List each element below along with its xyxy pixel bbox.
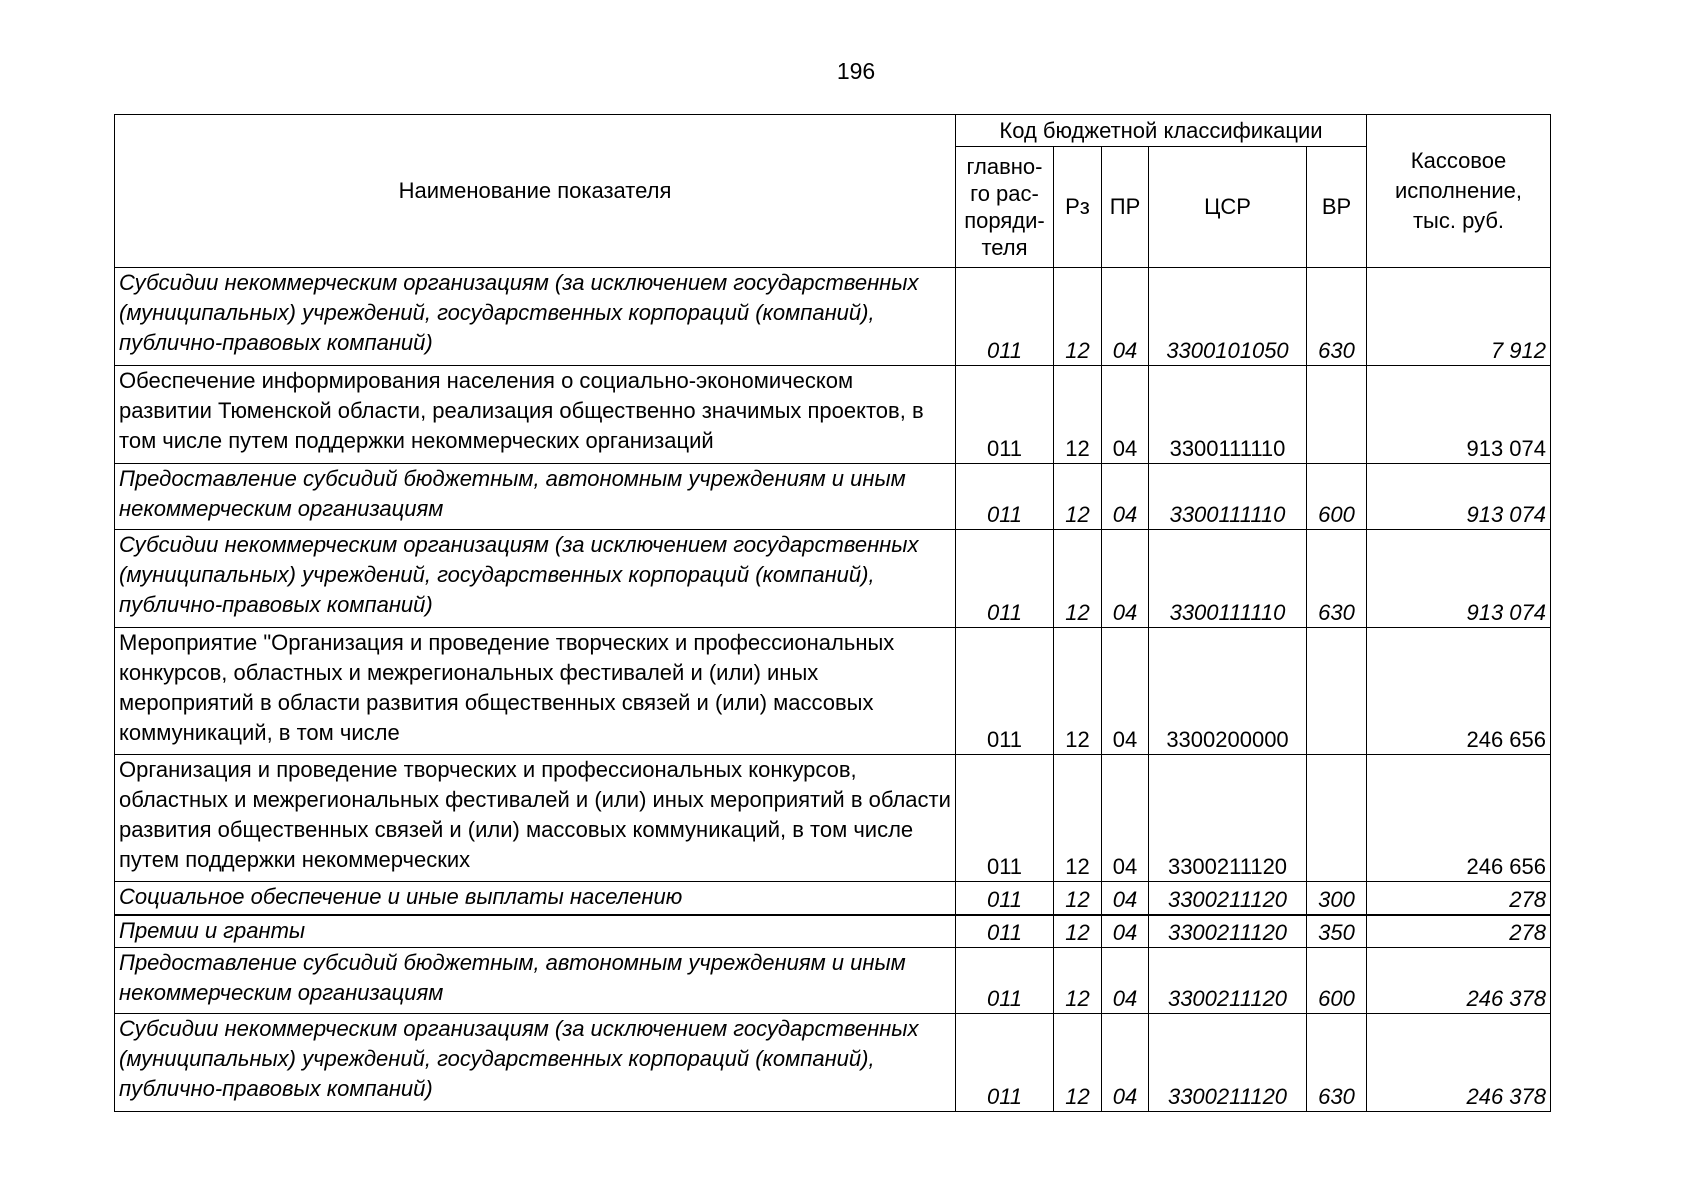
header-vr: ВР — [1307, 147, 1367, 268]
row-vr — [1307, 366, 1367, 464]
row-chief-code: 011 — [956, 366, 1054, 464]
row-chief-code: 011 — [956, 628, 1054, 755]
row-csr: 3300211120 — [1149, 882, 1307, 915]
row-vr: 630 — [1307, 1014, 1367, 1112]
row-csr: 3300111110 — [1149, 464, 1307, 530]
row-chief-code: 011 — [956, 882, 1054, 915]
row-amount: 246 656 — [1367, 755, 1551, 882]
row-amount: 913 074 — [1367, 366, 1551, 464]
row-rz: 12 — [1054, 628, 1102, 755]
row-name: Мероприятие "Организация и проведение творческих и профессиональных конкурсов, областных и межрегиональных фестивалей и (или) иных мероприятий в области развития общественных связей и (или) массовых коммуникаций, в том числе — [115, 628, 956, 755]
table-row — [115, 628, 1551, 755]
row-vr: 350 — [1307, 915, 1367, 948]
row-rz: 12 — [1054, 530, 1102, 628]
header-code-group: Код бюджетной классификации — [956, 115, 1367, 147]
row-csr: 3300211120 — [1149, 1014, 1307, 1112]
row-pr: 04 — [1102, 366, 1149, 464]
row-name: Организация и проведение творческих и профессиональных конкурсов, областных и межрегиональных фестивалей и (или) иных мероприятий в области развития общественных связей и (или) массовых коммуникаций, в том числе путем поддержки некоммерческих — [115, 755, 956, 882]
row-rz: 12 — [1054, 915, 1102, 948]
row-csr: 3300111110 — [1149, 530, 1307, 628]
row-csr: 3300211120 — [1149, 948, 1307, 1014]
table-row — [115, 1014, 1551, 1112]
row-name: Субсидии некоммерческим организациям (за исключением государственных (муниципальных) учреждений, государственных корпораций (компаний), публично-правовых компаний) — [115, 268, 956, 366]
row-name: Социальное обеспечение и иные выплаты населению — [115, 882, 956, 915]
row-amount: 246 378 — [1367, 948, 1551, 1014]
table-row — [115, 948, 1551, 1014]
row-chief-code: 011 — [956, 464, 1054, 530]
row-vr: 300 — [1307, 882, 1367, 915]
budget-table — [114, 114, 1551, 1112]
row-amount: 278 — [1367, 915, 1551, 948]
row-vr — [1307, 755, 1367, 882]
row-rz: 12 — [1054, 1014, 1102, 1112]
row-pr: 04 — [1102, 882, 1149, 915]
row-amount: 278 — [1367, 882, 1551, 915]
row-pr: 04 — [1102, 948, 1149, 1014]
row-rz: 12 — [1054, 464, 1102, 530]
row-csr: 3300200000 — [1149, 628, 1307, 755]
row-pr: 04 — [1102, 464, 1149, 530]
row-pr: 04 — [1102, 1014, 1149, 1112]
row-name: Обеспечение информирования населения о социально-экономическом развитии Тюменской области, реализация общественно значимых проектов, в том числе путем поддержки некоммерческих организаций — [115, 366, 956, 464]
row-csr: 3300211120 — [1149, 915, 1307, 948]
row-name: Предоставление субсидий бюджетным, автономным учреждениям и иным некоммерческим организациям — [115, 464, 956, 530]
row-vr: 630 — [1307, 530, 1367, 628]
row-name: Премии и гранты — [115, 915, 956, 948]
row-vr: 600 — [1307, 464, 1367, 530]
row-rz: 12 — [1054, 268, 1102, 366]
header-name: Наименование показателя — [115, 115, 956, 268]
table-row — [115, 915, 1551, 948]
page-number: 196 — [836, 58, 876, 84]
header-csr: ЦСР — [1149, 147, 1307, 268]
table-row — [115, 268, 1551, 366]
row-pr: 04 — [1102, 915, 1149, 948]
row-csr: 3300211120 — [1149, 755, 1307, 882]
table-row — [115, 464, 1551, 530]
header-amount: Кассовое исполнение, тыс. руб. — [1367, 115, 1551, 268]
table-row — [115, 755, 1551, 882]
header-chief: главно-го рас-поряди-теля — [956, 147, 1054, 268]
row-chief-code: 011 — [956, 268, 1054, 366]
row-pr: 04 — [1102, 268, 1149, 366]
row-chief-code: 011 — [956, 915, 1054, 948]
row-pr: 04 — [1102, 755, 1149, 882]
row-csr: 3300111110 — [1149, 366, 1307, 464]
row-rz: 12 — [1054, 882, 1102, 915]
row-pr: 04 — [1102, 530, 1149, 628]
row-rz: 12 — [1054, 366, 1102, 464]
row-pr: 04 — [1102, 628, 1149, 755]
row-amount: 246 656 — [1367, 628, 1551, 755]
row-rz: 12 — [1054, 948, 1102, 1014]
table-row — [115, 882, 1551, 915]
row-vr: 630 — [1307, 268, 1367, 366]
row-vr: 600 — [1307, 948, 1367, 1014]
row-chief-code: 011 — [956, 755, 1054, 882]
row-chief-code: 011 — [956, 1014, 1054, 1112]
table-row — [115, 530, 1551, 628]
row-name: Субсидии некоммерческим организациям (за исключением государственных (муниципальных) учреждений, государственных корпораций (компаний), публично-правовых компаний) — [115, 530, 956, 628]
row-rz: 12 — [1054, 755, 1102, 882]
row-chief-code: 011 — [956, 530, 1054, 628]
table-header — [115, 115, 1551, 268]
table-body — [115, 268, 1551, 1112]
table-row — [115, 366, 1551, 464]
row-amount: 7 912 — [1367, 268, 1551, 366]
row-vr — [1307, 628, 1367, 755]
header-pr: ПР — [1102, 147, 1149, 268]
row-name: Предоставление субсидий бюджетным, автономным учреждениям и иным некоммерческим организациям — [115, 948, 956, 1014]
header-rz: Рз — [1054, 147, 1102, 268]
row-csr: 3300101050 — [1149, 268, 1307, 366]
row-amount: 246 378 — [1367, 1014, 1551, 1112]
row-chief-code: 011 — [956, 948, 1054, 1014]
row-name: Субсидии некоммерческим организациям (за исключением государственных (муниципальных) учреждений, государственных корпораций (компаний), публично-правовых компаний) — [115, 1014, 956, 1112]
row-amount: 913 074 — [1367, 464, 1551, 530]
row-amount: 913 074 — [1367, 530, 1551, 628]
